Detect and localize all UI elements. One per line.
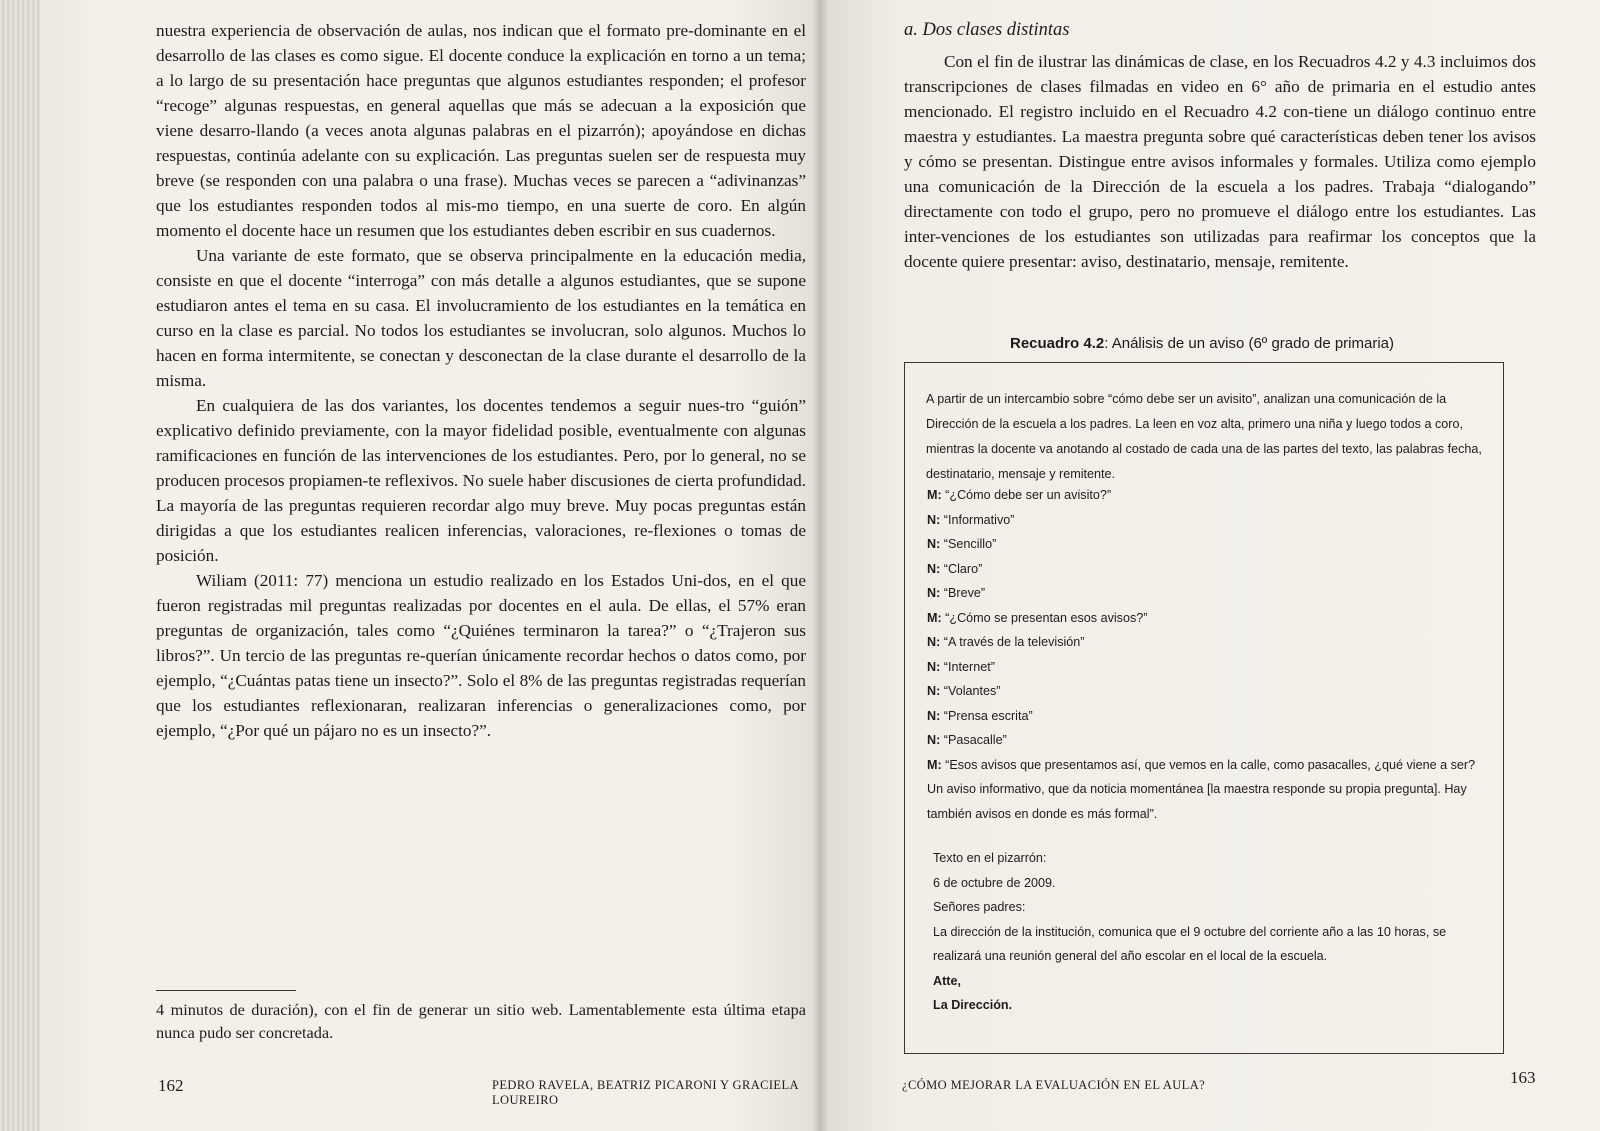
speaker: N:	[927, 561, 941, 576]
utterance: “Prensa escrita”	[940, 708, 1033, 723]
footnote: 4 minutos de duración), con el fin de generar un sitio web. Lamentablemente esta última etapa nunca pudo ser concretada.	[156, 1000, 806, 1042]
paragraph: nuestra experiencia de observación de aulas, nos indican que el formato pre-dominante en el desarrollo de las clases es como sigue. El docente conduce la explicación en torno a un tema; a lo largo de su presentación hace preguntas que algunos estudiantes responden; el profesor “recoge” algunas respuestas, en general aquellas que más se adecuan a la exposición que viene desarro-llando (a veces anota algunas palabras en el pizarrón); apoyándose en dichas respuestas, continúa adelante con su explicación. Las preguntas suelen ser de respuesta muy breve (se responden con una palabra o una frase). Muchas veces se parecen a “adivinanzas” que los estudiantes responden todos al mis-mo tiempo, en una suerte de coro. En algún momento el docente hace un resumen que los estudiantes deben escribir en sus cuadernos.	[156, 21, 806, 240]
right-page	[820, 0, 1600, 1131]
box-caption-label: Recuadro 4.2	[1010, 335, 1105, 352]
page-number-left: 162	[158, 1076, 184, 1095]
dialogue-line	[927, 630, 1487, 655]
footnote-rule	[156, 990, 296, 991]
speaker: N:	[927, 659, 941, 674]
paragraph: Una variante de este formato, que se observa principalmente en la educación media, consiste en que el docente “interroga” con más detalle a algunos estudiantes, que se supone estudiaron antes el tema en su casa. El involucramiento de los estudiantes en la temática en curso en la clase es parcial. No todos los estudiantes se involucran, solo algunos. Muchos lo hacen en forma intermitente, se conectan y desconectan de la clase durante el desarrollo de la misma.	[156, 246, 806, 390]
speaker: M:	[927, 488, 942, 502]
speaker: N:	[927, 733, 941, 747]
paragraph: Wiliam (2011: 77) menciona un estudio realizado en los Estados Uni-dos, en el que fueron registradas mil preguntas realizadas por docentes en el aula. De ellas, el 57% eran preguntas de organización, tales como “¿Quiénes terminaron la tarea?” o “¿Trajeron sus libros?”. Un tercio de las preguntas re-querían únicamente recordar hechos o datos como, por ejemplo, “¿Cuántas patas tiene un insecto?”. Solo el 8% de las preguntas registradas requerían que los estudiantes reflexionaran, realizaran inferencias o generalizaciones como, por ejemplo, “¿Por qué un pájaro no es un insecto?”.	[156, 571, 806, 740]
dialogue-line	[927, 508, 1487, 533]
speaker: N:	[927, 512, 941, 527]
left-page	[40, 0, 820, 1131]
left-page-body	[156, 18, 806, 743]
paragraph: En cualquiera de las dos variantes, los docentes tendemos a seguir nues-tro “guión” explicativo definido previamente, con la mayor fidelidad posible, eventualmente con algunas ramificaciones en función de las intervenciones de los estudiantes. Pero, por lo general, no se producen procesos propiamen-te reflexivos. No suele haber discusiones de cierta profundidad. La mayoría de las preguntas requieren recordar algo muy breve. Muy pocas preguntas están dirigidas a que los estudiantes realicen inferencias, valoraciones, re-flexiones o tomas de posición.	[156, 396, 806, 565]
running-header-left: PEDRO RAVELA, BEATRIZ PICARONI Y GRACIELA LOUREIRO	[492, 1078, 799, 1107]
dialogue-line	[927, 704, 1487, 729]
dialogue-line	[927, 753, 1487, 827]
box-caption	[1010, 335, 1510, 352]
utterance: “¿Cómo se presentan esos avisos?”	[941, 610, 1148, 625]
utterance: “Informativo”	[940, 512, 1015, 527]
book-gutter	[812, 0, 828, 1131]
board-label: Texto en el pizarrón:	[933, 851, 1047, 865]
box-caption-text: : Análisis de un aviso (6º grado de primaria)	[1104, 335, 1395, 352]
board-closing: Atte,	[933, 973, 961, 988]
recuadro-box	[904, 362, 1504, 1054]
board-message: La dirección de la institución, comunica que el 9 octubre del corriente año a las 10 horas, se realizará una reunión general del año escolar en el local de la escuela.	[933, 924, 1447, 963]
blackboard-text	[933, 846, 1493, 1018]
dialogue-line	[927, 581, 1487, 606]
speaker: N:	[927, 586, 941, 600]
utterance: “A través de la televisión”	[940, 635, 1085, 649]
utterance: “Internet”	[940, 659, 995, 674]
board-date: 6 de octubre de 2009.	[933, 875, 1056, 890]
paragraph: Con el fin de ilustrar las dinámicas de clase, en los Recuadros 4.2 y 4.3 incluimos dos transcripciones de clases filmadas en video en 6° año de primaria en el estudio antes mencionado. El registro incluido en el Recuadro 4.2 con-tiene un diálogo continuo entre maestra y estudiantes. La maestra pregunta sobre qué características deben tener los avisos y cómo se presentan. Distingue entre avisos informales y formales. Utiliza como ejemplo una comunicación de la Dirección de la escuela a los padres. Trabaja “dialogando” directamente con todo el grupo, pero no promueve el diálogo entre los estudiantes. Las inter-venciones de los estudiantes son utilizadas para reafirmar los conceptos que la docente quiere presentar: aviso, destinatario, mensaje, remitente.	[904, 52, 1536, 271]
dialogue-line	[927, 606, 1487, 631]
utterance: “Esos avisos que presentamos así, que vemos en la calle, como pasacalles, ¿qué viene a ser? Un aviso informativo, que da noticia momentánea [la maestra responde su propia pregunta]. Hay también avisos en donde es más formal”.	[927, 757, 1476, 821]
running-header-right: ¿CÓMO MEJORAR LA EVALUACIÓN EN EL AULA?	[902, 1078, 1206, 1092]
dialogue-line	[927, 655, 1487, 680]
dialogue-line	[927, 728, 1487, 753]
dialogue-line	[927, 679, 1487, 704]
dialogue-line	[927, 557, 1487, 582]
page-number-right: 163	[1510, 1068, 1536, 1087]
dialogue-line	[927, 532, 1487, 557]
utterance: “Volantes”	[940, 684, 1001, 698]
speaker: N:	[927, 708, 941, 723]
speaker: M:	[927, 757, 942, 772]
speaker: M:	[927, 610, 942, 625]
right-page-body	[904, 20, 1536, 274]
speaker: N:	[927, 635, 941, 649]
dialogue-line	[927, 483, 1487, 508]
speaker: N:	[927, 537, 941, 551]
board-greeting: Señores padres:	[933, 900, 1026, 914]
utterance: “Pasacalle”	[940, 733, 1007, 747]
utterance: “Sencillo”	[940, 537, 997, 551]
page-edges	[0, 0, 40, 1131]
utterance: “Breve”	[940, 586, 986, 600]
utterance: “Claro”	[940, 561, 983, 576]
speaker: N:	[927, 684, 941, 698]
utterance: “¿Cómo debe ser un avisito?”	[941, 488, 1112, 502]
box-intro: A partir de un intercambio sobre “cómo debe ser un avisito”, analizan una comunicación de la Dirección de la escuela a los padres. La leen en voz alta, primero una niña y luego todos a coro, mientras la docente va anotando al costado de cada una de las partes del texto, las palabras fecha, destinatario, mensaje y remitente.	[926, 392, 1482, 481]
board-signature: La Dirección.	[933, 998, 1013, 1012]
dialogue	[927, 483, 1487, 826]
section-title: a. Dos clases distintas	[904, 20, 1070, 40]
